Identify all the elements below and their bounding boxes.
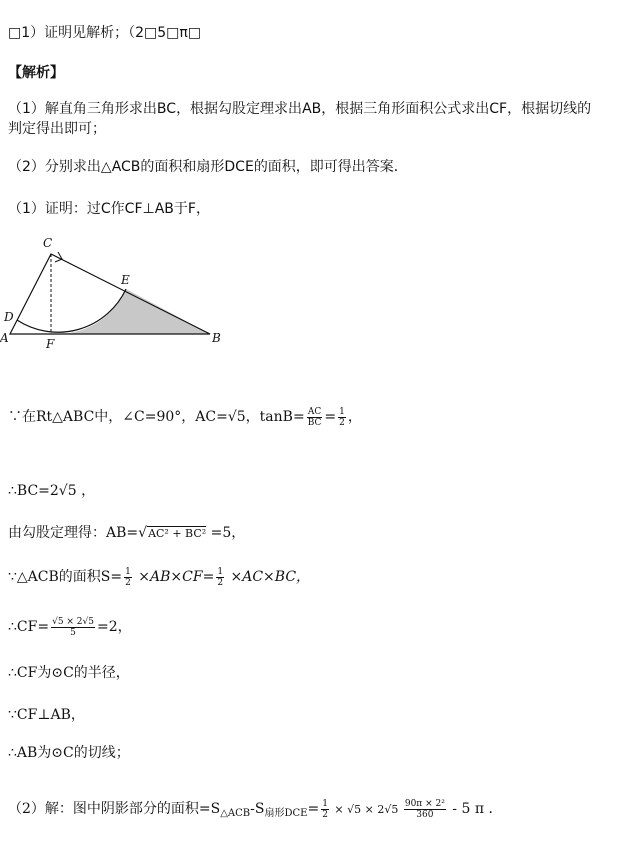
step-5-text: ∴CF= [8, 619, 50, 635]
step-1-ratio-num: AC [307, 406, 322, 417]
step-1-half [338, 407, 346, 428]
triangle-figure [0, 232, 240, 352]
step-9-half-den: 2 [322, 809, 328, 820]
hint-1-mid2: ，根据三角形面积公式求出 [321, 101, 490, 117]
step-4-mid2: ×AC×BC， [226, 569, 311, 585]
step-1-ac: √5 [227, 409, 246, 425]
step-9-half [321, 799, 329, 820]
step-3-radicand: AC² + BC² [148, 527, 207, 540]
step-5 [8, 616, 132, 638]
label-f: F [46, 337, 55, 351]
step-1-text: ∵在Rt△ABC中，∠C=90°，AC= [8, 409, 228, 425]
hint-1-mid1: ，根据勾股定理求出 [176, 101, 303, 117]
analysis-heading: 【解析】 [8, 65, 64, 81]
label-a: A [0, 331, 9, 345]
step-5-num: √5 × 2√5 [52, 616, 94, 627]
step-9-sector-den: 360 [416, 809, 434, 820]
label-c: C [43, 236, 53, 250]
step-9-sector-fraction [404, 799, 446, 820]
hint-1 [8, 98, 591, 118]
hint-1-line-2: 判定得出即可； [8, 121, 106, 137]
hint-2 [8, 156, 408, 176]
step-4-half-2-num: 1 [217, 566, 224, 577]
step-4-half-2-den: 2 [217, 577, 224, 588]
hint-2-acb: ACB [111, 159, 141, 175]
step-8: ∴AB为⊙C的切线； [8, 745, 130, 761]
hint-1-ab: AB [302, 101, 322, 117]
step-4-half-1-den: 2 [125, 577, 131, 588]
hint-2-prefix: （2）分别求出△ [8, 159, 112, 175]
step-9-mid: -S [250, 801, 265, 817]
step-1-half-num: 1 [339, 406, 345, 417]
step-3-text: 由勾股定理得：AB=√ [8, 525, 148, 541]
hint-2-mid: 的面积和扇形 [140, 159, 225, 175]
step-9-text: （2）解：图中阴影部分的面积=S [8, 801, 221, 817]
step-9-tail: - 5 π ． [447, 801, 503, 817]
step-5-den: 5 [70, 627, 76, 638]
hint-1-bc: BC [156, 101, 177, 117]
step-1 [8, 406, 362, 428]
step-1-ratio-den: BC [307, 417, 322, 428]
step-9-sector-num: 90π × 2² [404, 798, 445, 809]
step-3 [8, 522, 245, 542]
step-9-sub1: △ACB [220, 808, 251, 819]
label-d: D [4, 310, 14, 324]
label-b: B [212, 331, 221, 345]
step-4-half-1 [124, 567, 132, 588]
step-2: ∴BC=2√5 ， [8, 483, 96, 499]
step-6: ∴CF为⊙C的半径， [8, 665, 130, 681]
step-4-mid1: ×AB×CF= [133, 569, 215, 585]
step-5-end: =2， [97, 619, 132, 635]
answer-line: □1）证明见解析；（2□5□π□ [8, 25, 202, 41]
step-3-end: =5， [206, 525, 246, 541]
hint-2-dce: DCE [224, 159, 254, 175]
step-4-half-2 [216, 567, 224, 588]
step-4 [8, 566, 310, 588]
hint-1-prefix: （1）解直角三角形求出 [8, 101, 157, 117]
step-1-end: ， [347, 409, 362, 425]
step-4-half-1-num: 1 [125, 566, 131, 577]
step-4-text: ∵△ACB的面积S= [8, 569, 123, 585]
step-1-eq: = [324, 409, 337, 425]
step-1-ratio [307, 407, 323, 428]
step-7: ∵CF⊥AB， [8, 707, 85, 723]
hint-1-suffix: ，根据切线的 [507, 101, 592, 117]
step-9-eq: = [307, 801, 320, 817]
step-9-product: × √5 × 2√5 [330, 803, 402, 816]
step-1-tan: ，tanB= [245, 409, 305, 425]
step-9 [8, 798, 502, 820]
shaded-region [52, 289, 210, 334]
step-9-half-num: 1 [322, 798, 328, 809]
step-1-half-den: 2 [339, 417, 345, 428]
proof-intro: （1）证明：过C作CF⊥AB于F， [8, 201, 210, 217]
step-5-fraction [51, 617, 95, 638]
hint-1-cf: CF [489, 101, 508, 117]
label-e: E [121, 273, 130, 287]
step-9-sub2: 扇形DCE [264, 808, 308, 819]
hint-2-suffix: 的面积，即可得出答案． [253, 159, 408, 175]
